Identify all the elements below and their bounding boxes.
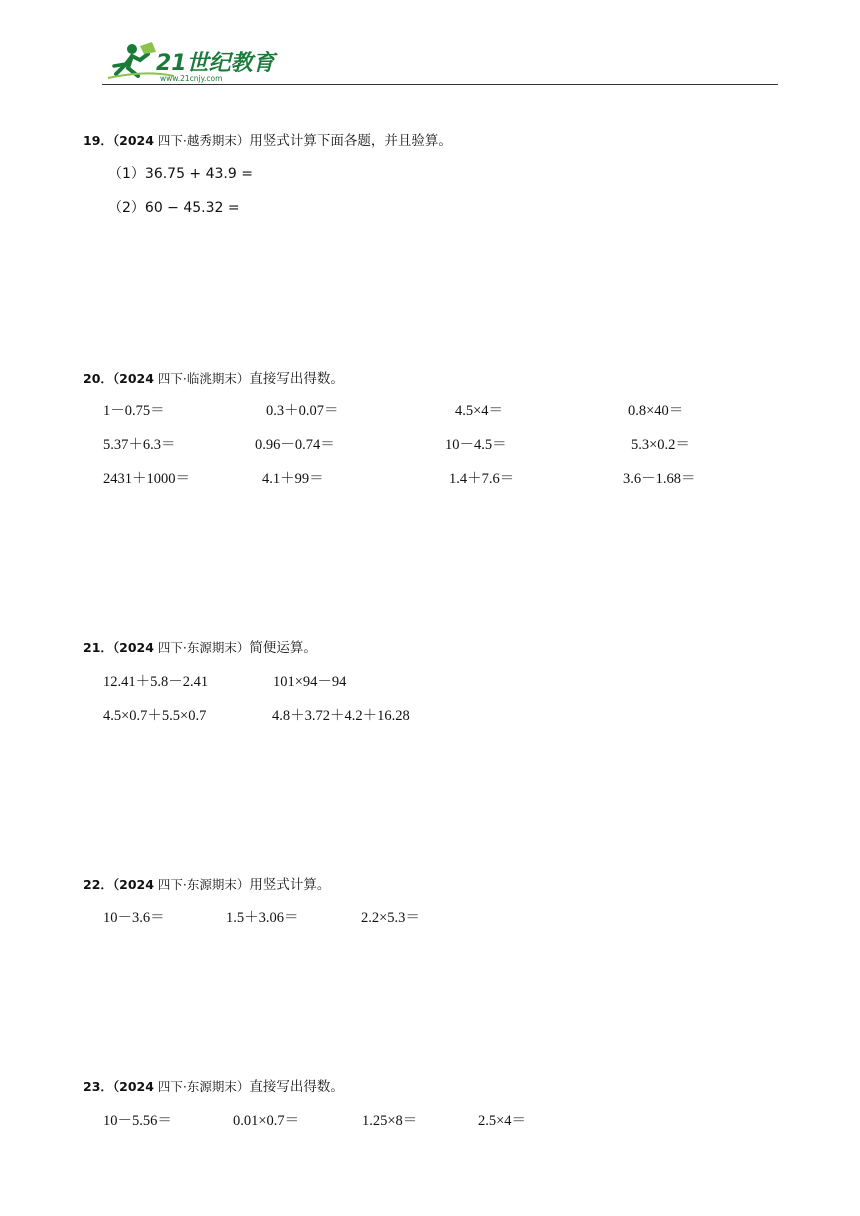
problem-item: 4.8＋3.72＋4.2＋16.28 bbox=[272, 708, 410, 724]
question-source: （2024 四下·临洮期末） bbox=[112, 371, 250, 386]
svg-text:www.21cnjy.com: www.21cnjy.com bbox=[160, 74, 223, 83]
question-20-title bbox=[83, 367, 344, 387]
question-number: 22． bbox=[83, 877, 113, 892]
problem-item: 2431＋1000＝ bbox=[103, 471, 190, 487]
problem-item: 4.5×0.7＋5.5×0.7 bbox=[103, 708, 207, 724]
question-source: （2024 四下·东源期末） bbox=[112, 1079, 250, 1094]
question-21-title bbox=[83, 636, 317, 656]
problem-item: 4.5×4＝ bbox=[455, 403, 504, 419]
question-19-title bbox=[83, 129, 452, 149]
question-instruction: 直接写出得数。 bbox=[249, 1079, 344, 1095]
problem-item: 5.37＋6.3＝ bbox=[103, 437, 176, 453]
question-source: （2024 四下·东源期末） bbox=[112, 877, 250, 892]
problem-item: 0.01×0.7＝ bbox=[233, 1113, 300, 1129]
problem-item: （1）36.75 + 43.9 = bbox=[108, 166, 253, 182]
problem-item: 1－0.75＝ bbox=[103, 403, 165, 419]
question-instruction: 简便运算。 bbox=[249, 640, 317, 656]
header-divider bbox=[102, 84, 778, 85]
question-number: 21． bbox=[83, 640, 113, 655]
question-number: 19． bbox=[83, 133, 113, 148]
question-number: 23． bbox=[83, 1079, 113, 1094]
problem-item: 1.4＋7.6＝ bbox=[449, 471, 515, 487]
question-number: 20． bbox=[83, 371, 113, 386]
runner-logo-icon bbox=[104, 40, 284, 84]
question-23-title bbox=[83, 1075, 344, 1095]
problem-item: 2.5×4＝ bbox=[478, 1113, 527, 1129]
problem-item: 101×94－94 bbox=[273, 674, 347, 690]
problem-item: 0.3＋0.07＝ bbox=[266, 403, 339, 419]
problem-item: 10－5.56＝ bbox=[103, 1113, 172, 1129]
problem-item: 10－4.5＝ bbox=[445, 437, 507, 453]
site-logo bbox=[104, 40, 284, 84]
problem-item: 1.25×8＝ bbox=[362, 1113, 418, 1129]
problem-item: 4.1＋99＝ bbox=[262, 471, 324, 487]
problem-item: 5.3×0.2＝ bbox=[631, 437, 690, 453]
problem-item: 0.8×40＝ bbox=[628, 403, 684, 419]
problem-item: 3.6－1.68＝ bbox=[623, 471, 696, 487]
question-instruction: 用竖式计算下面各题，并且验算。 bbox=[249, 133, 452, 149]
question-22-title bbox=[83, 873, 330, 893]
problem-item: 2.2×5.3＝ bbox=[361, 910, 420, 926]
question-instruction: 用竖式计算。 bbox=[249, 877, 331, 893]
svg-text:21世纪教育: 21世纪教育 bbox=[156, 51, 275, 76]
problem-item: 0.96－0.74＝ bbox=[255, 437, 335, 453]
question-source: （2024 四下·越秀期末） bbox=[112, 133, 250, 148]
problem-item: （2）60 − 45.32 = bbox=[108, 200, 240, 216]
question-instruction: 直接写出得数。 bbox=[249, 371, 344, 387]
problem-item: 12.41＋5.8－2.41 bbox=[103, 674, 209, 690]
question-source: （2024 四下·东源期末） bbox=[112, 640, 250, 655]
problem-item: 1.5＋3.06＝ bbox=[226, 910, 299, 926]
problem-item: 10－3.6＝ bbox=[103, 910, 165, 926]
